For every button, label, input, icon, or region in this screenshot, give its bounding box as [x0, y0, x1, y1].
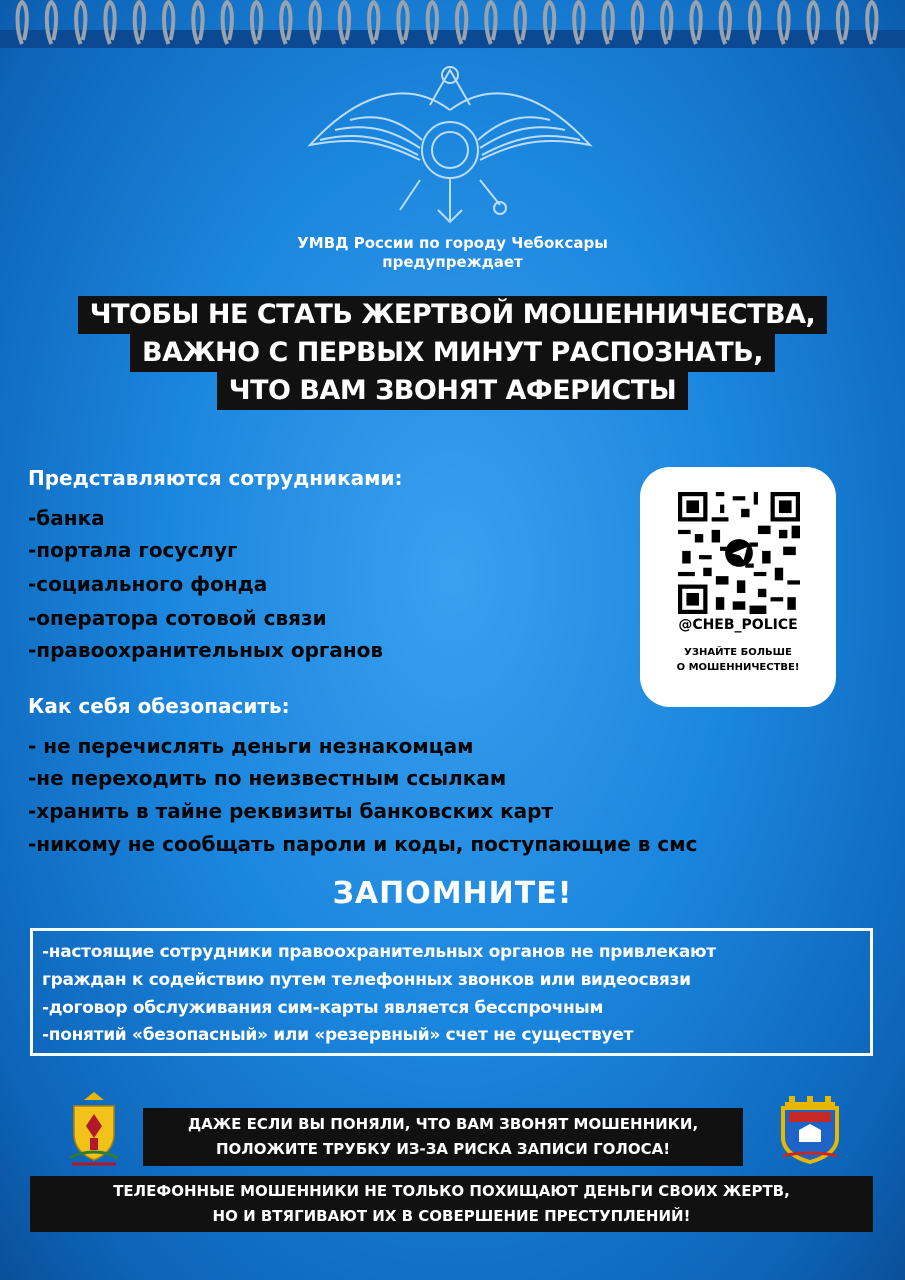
org-line-2: предупреждает — [382, 253, 523, 271]
headline-line-1: ЧТОБЫ НЕ СТАТЬ ЖЕРТВОЙ МОШЕННИЧЕСТВА, — [78, 296, 827, 334]
qr-cta-line-2: О МОШЕННИЧЕСТВЕ! — [676, 662, 800, 673]
protection-item: - не перечислять деньги незнакомцам — [28, 734, 474, 758]
qr-code-icon[interactable] — [678, 492, 800, 614]
headline — [0, 296, 905, 410]
remember-line: -понятий «безопасный» или «резервный» счет не существует — [42, 1025, 634, 1045]
remember-heading: ЗАПОМНИТЕ! — [332, 876, 573, 911]
headline-line-2: ВАЖНО С ПЕРВЫХ МИНУТ РАСПОЗНАТЬ, — [130, 334, 775, 372]
chuvashia-coat-of-arms-icon — [66, 1088, 122, 1168]
impersonation-item: -портала госуслуг — [28, 538, 238, 562]
crime-warning-line-2: НО И ВТЯГИВАЮТ ИХ В СОВЕРШЕНИЕ ПРЕСТУПЛЕНИЙ! — [212, 1207, 691, 1225]
protection-item: -никому не сообщать пароли и коды, поступающие в смс — [28, 832, 698, 856]
remember-line: -настоящие сотрудники правоохранительных органов не привлекают — [42, 942, 716, 962]
qr-cta-line-1: УЗНАЙТЕ БОЛЬШЕ — [684, 647, 792, 658]
qr-card[interactable] — [640, 467, 836, 707]
crime-warning-line-1: ТЕЛЕФОННЫЕ МОШЕННИКИ НЕ ТОЛЬКО ПОХИЩАЮТ ДЕНЬГИ СВОИХ ЖЕРТВ, — [113, 1182, 790, 1200]
qr-cta — [640, 645, 836, 675]
headline-line-3: ЧТО ВАМ ЗВОНЯТ АФЕРИСТЫ — [217, 372, 688, 410]
protection-title: Как себя обезопасить: — [28, 694, 290, 718]
org-name — [0, 234, 905, 272]
org-line-1: УМВД России по городу Чебоксары — [297, 234, 608, 252]
impersonation-title: Представляются сотрудниками: — [28, 466, 403, 490]
impersonation-item: -банка — [28, 506, 105, 530]
remember-line: граждан к содействию путем телефонных звонков или видеосвязи — [42, 970, 691, 990]
impersonation-item: -социального фонда — [28, 572, 268, 596]
cheboksary-coat-of-arms-icon — [775, 1094, 845, 1166]
protection-item: -хранить в тайне реквизиты банковских карт — [28, 799, 554, 823]
telegram-handle[interactable]: @CHEB_POLICE — [678, 617, 798, 633]
impersonation-item: -правоохранительных органов — [28, 638, 384, 662]
remember-line: -договор обслуживания сим-карты является бесспрочным — [42, 998, 604, 1018]
hang-up-line-1: ДАЖЕ ЕСЛИ ВЫ ПОНЯЛИ, ЧТО ВАМ ЗВОНЯТ МОШЕННИКИ, — [187, 1115, 699, 1133]
hang-up-banner — [143, 1108, 743, 1166]
police-emblem-icon — [300, 50, 600, 230]
hang-up-line-2: ПОЛОЖИТЕ ТРУБКУ ИЗ-ЗА РИСКА ЗАПИСИ ГОЛОСА! — [215, 1140, 671, 1158]
protection-item: -не переходить по неизвестным ссылкам — [28, 766, 507, 790]
crime-warning-banner — [30, 1176, 873, 1232]
spiral-binding — [0, 0, 905, 48]
impersonation-item: -оператора сотовой связи — [28, 606, 327, 630]
